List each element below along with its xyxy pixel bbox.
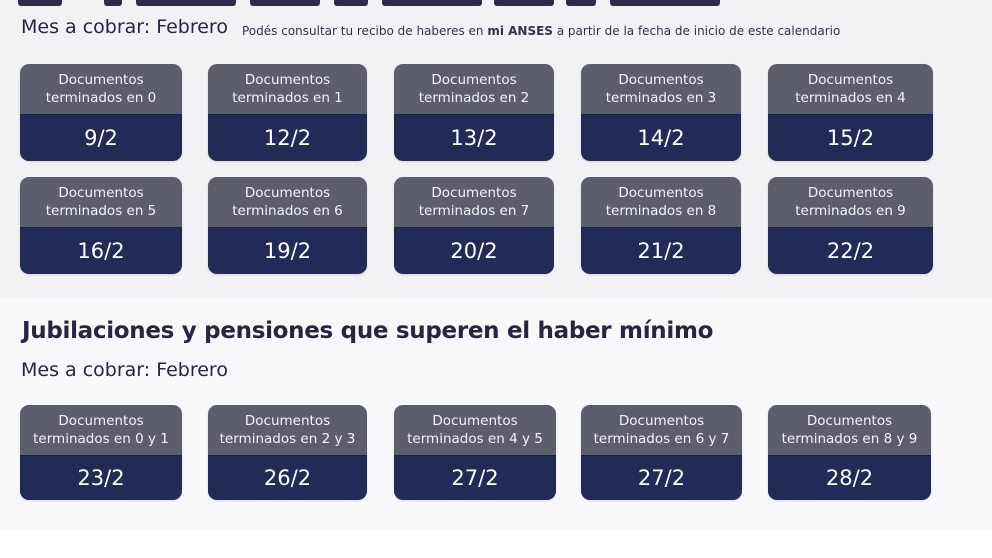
card-line1: Documentos — [58, 72, 144, 88]
card-header — [394, 177, 554, 227]
card-line2: terminados en 9 — [795, 203, 906, 219]
mi-anses-link[interactable]: mi ANSES — [487, 24, 553, 38]
card-line2: terminados en 8 — [605, 203, 717, 219]
card-header — [208, 64, 367, 114]
card-header — [581, 177, 741, 227]
card-header — [20, 405, 182, 455]
card-date: 12/2 — [208, 114, 367, 161]
card-line2: terminados en 2 — [418, 90, 530, 106]
card-line1: Documentos — [431, 185, 517, 201]
card-date: 13/2 — [394, 114, 554, 161]
card-line2: terminados en 6 — [232, 203, 343, 219]
payment-card — [394, 177, 554, 274]
card-line2: terminados en 1 — [232, 90, 343, 106]
card-header — [394, 405, 556, 455]
card-date: 22/2 — [768, 227, 933, 274]
card-date: 23/2 — [20, 455, 182, 500]
card-line2: terminados en 4 — [795, 90, 906, 106]
card-line1: Documentos — [806, 413, 893, 429]
card-line1: Documentos — [244, 72, 331, 88]
receipt-note-suffix: a partir de la fecha de inicio de este calendario — [552, 24, 841, 38]
cropped-section-heading — [14, 0, 774, 8]
payment-card — [394, 64, 554, 161]
payment-card — [394, 405, 556, 500]
payment-card — [581, 177, 741, 274]
card-line1: Documentos — [58, 413, 144, 429]
card-date: 20/2 — [394, 227, 554, 274]
card-line1: Documentos — [244, 413, 331, 429]
card-date: 16/2 — [20, 227, 182, 274]
payment-card — [208, 405, 367, 500]
card-line1: Documentos — [432, 413, 518, 429]
card-date: 9/2 — [20, 114, 182, 161]
payment-card — [581, 64, 741, 161]
card-header — [20, 64, 182, 114]
card-header — [768, 64, 933, 114]
card-date: 26/2 — [208, 455, 367, 500]
card-date: 15/2 — [768, 114, 933, 161]
payment-calendar-section-above-minimum — [0, 297, 992, 530]
card-line2: terminados en 0 y 1 — [33, 431, 169, 447]
month-label: Mes a cobrar: Febrero — [21, 16, 228, 38]
card-line1: Documentos — [58, 185, 144, 201]
payment-card — [208, 177, 367, 274]
card-line2: terminados en 5 — [45, 203, 157, 219]
payment-card — [768, 177, 933, 274]
card-line1: Documentos — [807, 185, 894, 201]
card-line2: terminados en 7 — [418, 203, 530, 219]
card-header — [768, 177, 933, 227]
card-line1: Documentos — [431, 72, 517, 88]
page-footer-space — [0, 530, 992, 558]
payment-card — [208, 64, 367, 161]
receipt-note — [242, 24, 840, 38]
card-line2: terminados en 8 y 9 — [781, 431, 918, 447]
card-line2: terminados en 4 y 5 — [407, 431, 543, 447]
card-line2: terminados en 3 — [605, 90, 717, 106]
section-title: Jubilaciones y pensiones que superen el haber mínimo — [22, 318, 714, 344]
payment-card — [768, 405, 931, 500]
card-header — [768, 405, 931, 455]
card-line1: Documentos — [618, 413, 705, 429]
card-line2: terminados en 0 — [45, 90, 157, 106]
month-label: Mes a cobrar: Febrero — [21, 359, 228, 381]
payment-card — [20, 177, 182, 274]
payment-card — [581, 405, 742, 500]
card-line2: terminados en 6 y 7 — [593, 431, 730, 447]
card-date: 14/2 — [581, 114, 741, 161]
payment-card — [768, 64, 933, 161]
card-date: 19/2 — [208, 227, 367, 274]
payment-card — [20, 64, 182, 161]
receipt-note-prefix: Podés consultar tu recibo de haberes en — [242, 24, 488, 38]
card-date: 27/2 — [394, 455, 556, 500]
card-line1: Documentos — [618, 72, 704, 88]
card-header — [394, 64, 554, 114]
card-header — [208, 177, 367, 227]
card-header — [208, 405, 367, 455]
card-date: 28/2 — [768, 455, 931, 500]
card-line1: Documentos — [618, 185, 704, 201]
payment-card — [20, 405, 182, 500]
card-header — [20, 177, 182, 227]
card-line2: terminados en 2 y 3 — [219, 431, 356, 447]
card-header — [581, 405, 742, 455]
card-header — [581, 64, 741, 114]
card-date: 21/2 — [581, 227, 741, 274]
card-line1: Documentos — [244, 185, 331, 201]
card-date: 27/2 — [581, 455, 742, 500]
card-line1: Documentos — [807, 72, 894, 88]
